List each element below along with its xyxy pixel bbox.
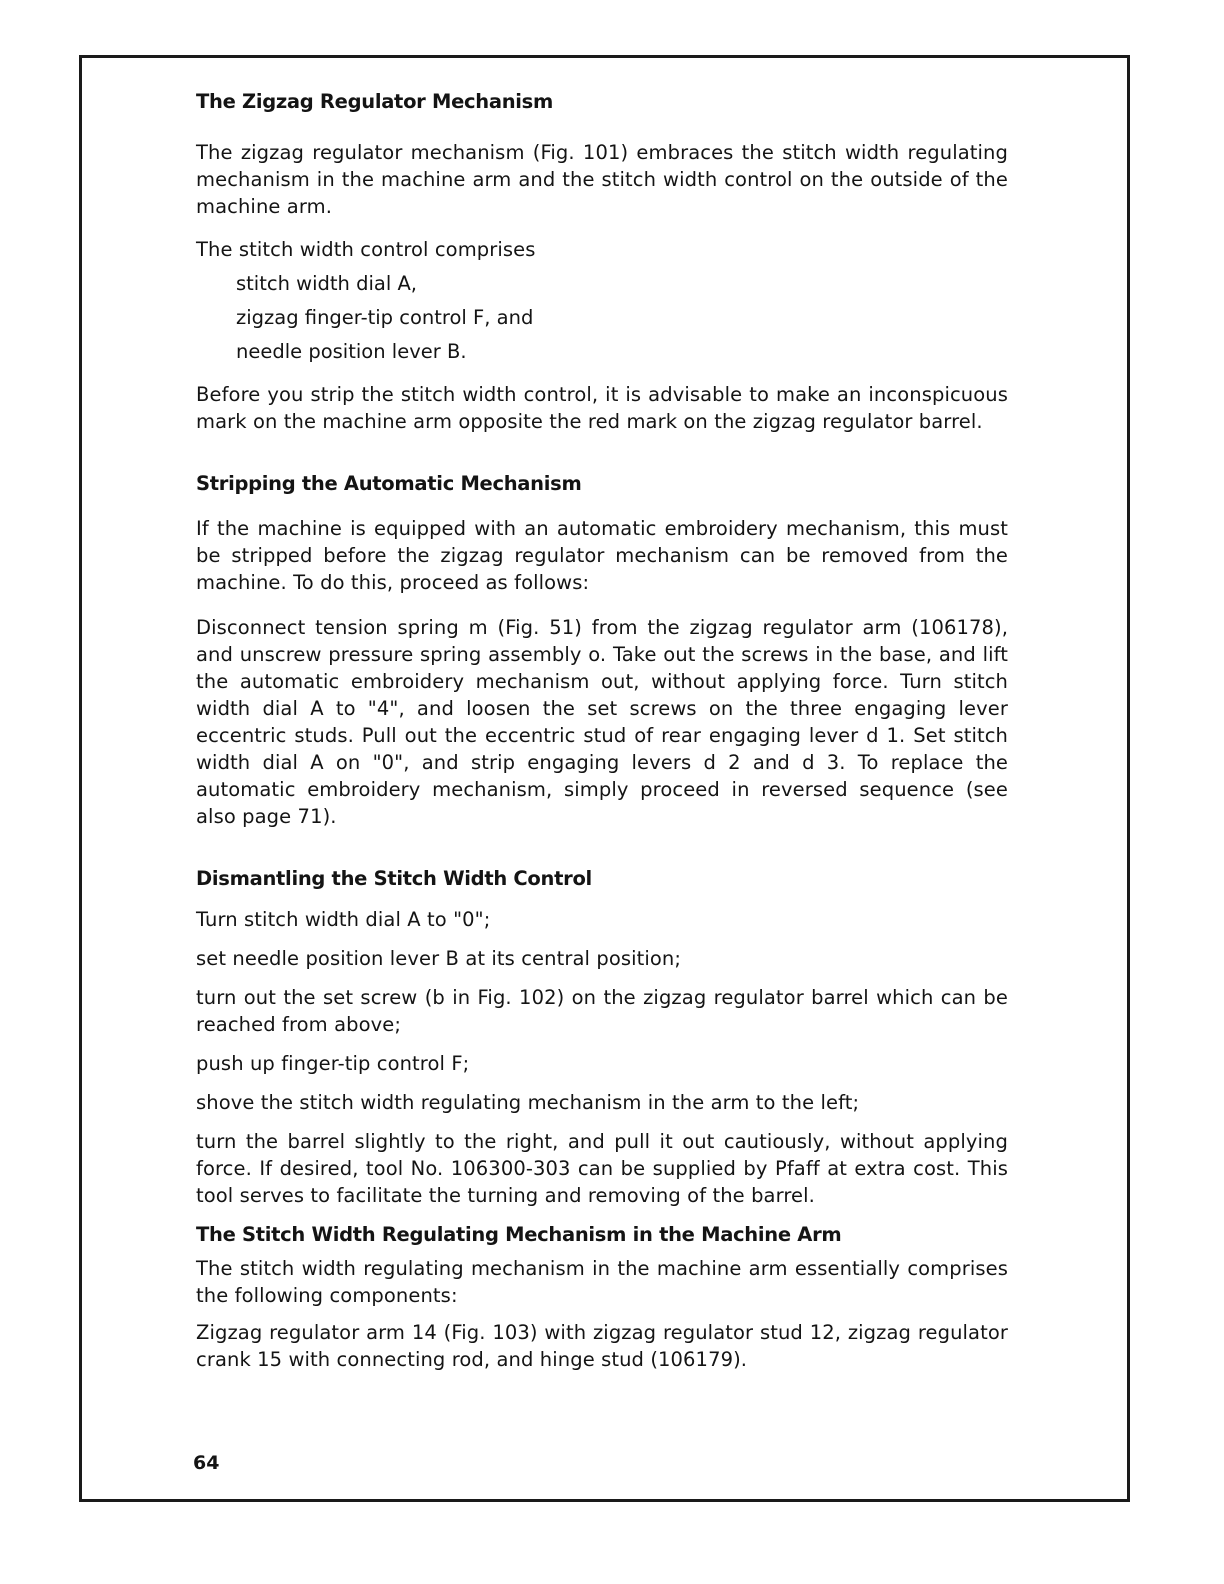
list-item: zigzag finger-tip control F, and	[236, 306, 534, 330]
step: push up finger-tip control F;	[196, 1052, 470, 1076]
step: shove the stitch width regulating mechanism in the arm to the left;	[196, 1091, 860, 1115]
step: Turn stitch width dial A to "0";	[196, 908, 491, 932]
paragraph: Disconnect tension spring m (Fig. 51) from the zigzag regulator arm (106178), and unscrew pressure spring assembly o. Take out the screws in the base, and lift the automatic embroidery mechanism out, without applying force. Turn stitch width dial A to "4", and loosen the set screws on the three engaging lever eccentric studs. Pull out the eccentric stud of rear engaging lever d 1. Set stitch width dial A on "0", and strip engaging levers d 2 and d 3. To replace the automatic embroidery mechanism, simply proceed in reversed sequence (see also page 71).	[196, 615, 1008, 828]
page-number: 64	[193, 1452, 220, 1474]
section-heading-dismantling: Dismantling the Stitch Width Control	[196, 866, 592, 890]
list-item: stitch width dial A,	[236, 272, 417, 296]
paragraph: Before you strip the stitch width control, it is advisable to make an inconspicuous mark on the machine arm opposite the red mark on the zigzag regulator barrel.	[196, 383, 1008, 434]
page-content	[196, 88, 1008, 1373]
step: set needle position lever B at its central position;	[196, 947, 682, 971]
section-heading-stripping: Stripping the Automatic Mechanism	[196, 472, 582, 496]
list-intro: The stitch width control comprises	[196, 238, 536, 262]
section-heading-zigzag-regulator: The Zigzag Regulator Mechanism	[196, 90, 554, 113]
step: turn the barrel slightly to the right, and pull it out cautiously, without applying force. If desired, tool No. 106300-303 can be supplied by Pfaff at extra cost. This tool serves to facilitate the turning and removing of the barrel.	[196, 1130, 1008, 1208]
step: turn out the set screw (b in Fig. 102) on the zigzag regulator barrel which can be reached from above;	[196, 986, 1008, 1037]
paragraph: Zigzag regulator arm 14 (Fig. 103) with zigzag regulator stud 12, zigzag regulator crank 15 with connecting rod, and hinge stud (106179).	[196, 1320, 1008, 1371]
section-heading-regulating-mechanism: The Stitch Width Regulating Mechanism in the Machine Arm	[196, 1223, 842, 1247]
list-item: needle position lever B.	[236, 340, 467, 364]
paragraph: The stitch width regulating mechanism in the machine arm essentially comprises the following components:	[196, 1256, 1008, 1307]
paragraph: If the machine is equipped with an automatic embroidery mechanism, this must be stripped before the zigzag regulator mechanism can be removed from the machine. To do this, proceed as follows:	[196, 516, 1008, 594]
paragraph: The zigzag regulator mechanism (Fig. 101) embraces the stitch width regulating mechanism in the machine arm and the stitch width control on the outside of the machine arm.	[196, 141, 1008, 219]
